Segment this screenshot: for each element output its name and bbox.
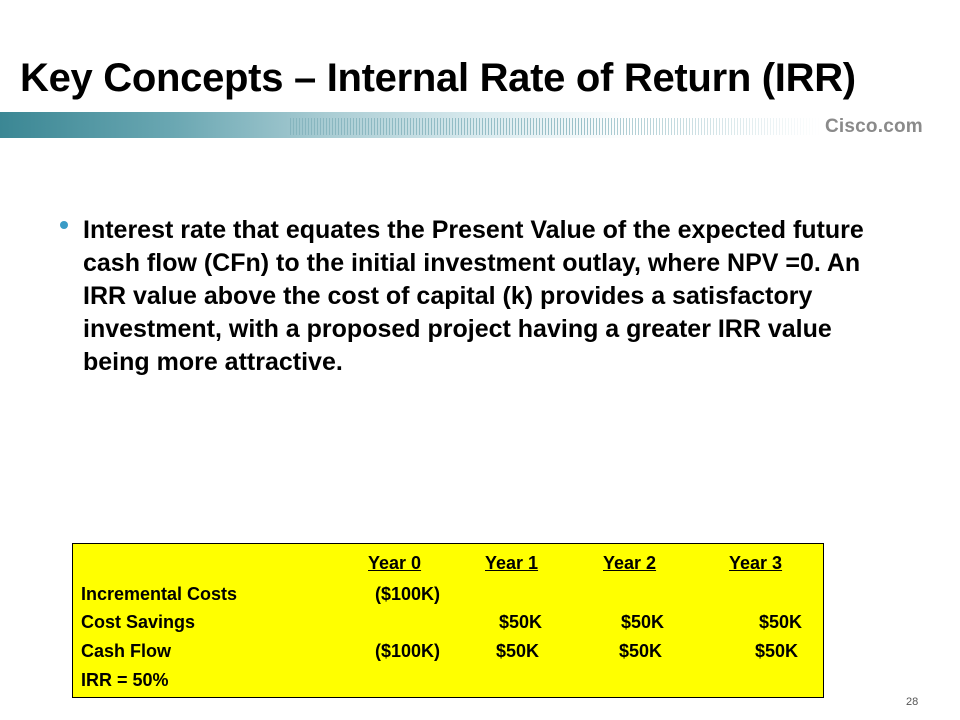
header-year-3: Year 3 <box>729 553 783 573</box>
cost-savings-year-3: $50K <box>759 612 803 632</box>
bullet-icon <box>60 221 68 229</box>
cash-flow-year-0: ($100K) <box>375 641 441 661</box>
cash-flow-year-2: $50K <box>619 641 663 661</box>
irr-table <box>72 543 824 698</box>
incremental-costs-year-0: ($100K) <box>375 584 441 604</box>
header-year-1: Year 1 <box>485 553 539 573</box>
row-label-incremental-costs: Incremental Costs <box>81 584 238 604</box>
header-year-2: Year 2 <box>603 553 657 573</box>
cash-flow-year-1: $50K <box>496 641 540 661</box>
page-number: 28 <box>906 696 919 708</box>
cisco-logo: Cisco.com <box>825 116 923 137</box>
row-label-cost-savings: Cost Savings <box>81 612 196 632</box>
row-label-cash-flow: Cash Flow <box>81 641 172 661</box>
header-hatch-pattern <box>290 118 820 135</box>
cost-savings-year-2: $50K <box>621 612 665 632</box>
bullet-text: Interest rate that equates the Present Value of the expected future cash flow (CFn) to the initial investment outlay, where NPV =0. An IRR value above the cost of capital (k) provides a satisfactory investment, with a proposed project having a greater IRR value being more attractive. <box>83 216 864 376</box>
cost-savings-year-1: $50K <box>499 612 543 632</box>
cash-flow-year-3: $50K <box>755 641 799 661</box>
header-year-0: Year 0 <box>368 553 422 573</box>
irr-result: IRR = 50% <box>81 670 169 690</box>
slide-title: Key Concepts – Internal Rate of Return (IRR) <box>20 56 856 100</box>
